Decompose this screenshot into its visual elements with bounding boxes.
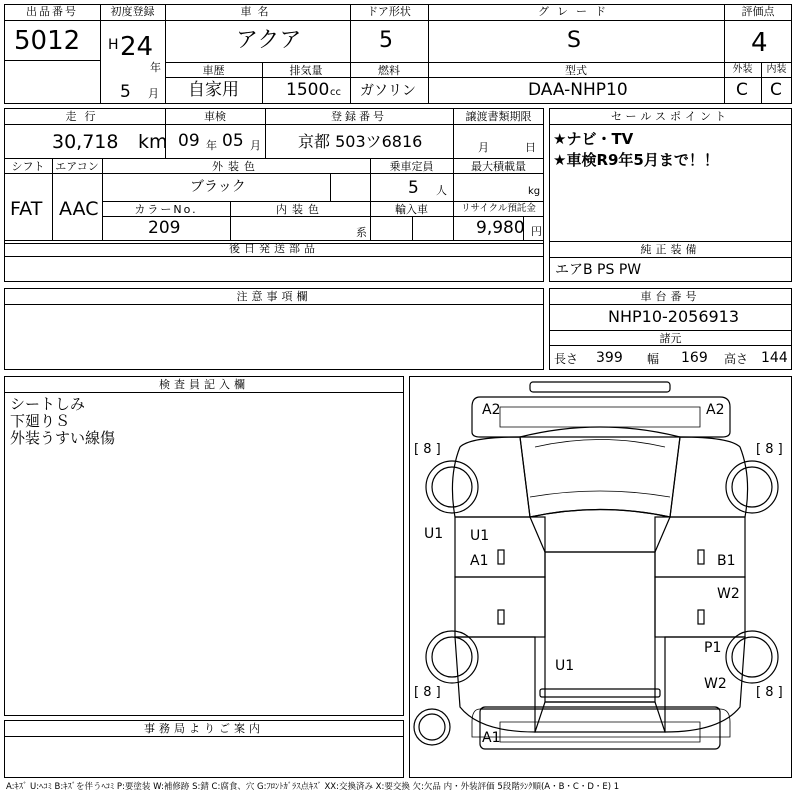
mark-left-outer: U1 <box>424 526 444 542</box>
mark-tread-fl: [ 8 ] <box>414 442 441 457</box>
fuel-value: ガソリン <box>360 83 416 99</box>
length-value: 399 <box>596 350 623 366</box>
inspector-label: 検査員記入欄 <box>159 378 249 391</box>
transfer-month-unit: 月 <box>478 141 489 154</box>
sales-point-2: ★車検R9年5月まで！！ <box>553 151 719 169</box>
transfer-day-unit: 日 <box>525 141 536 154</box>
legend-text: A:ｷｽﾞ U:ﾍｺﾐ B:ｷｽﾞを伴うﾍｺﾐ P:要塗装 W:補修跡 S:錆 C:腐食、穴 G:ﾌﾛﾝﾄｶﾞﾗｽ点ｷｽﾞ XX:交換済み X:要交換 欠:欠品 内・外装評価 5段階ﾗﾝｸ順(A・B・C・D・E) 1 <box>6 782 620 792</box>
ac-value: AAC <box>59 198 99 220</box>
recycle-label: リサイクル預託金 <box>461 203 536 214</box>
mark-tread-rr: [ 8 ] <box>756 685 783 700</box>
grade-label: グレード <box>538 5 614 18</box>
inspection-year: 09 <box>178 131 200 151</box>
office-label: 事務局よりご案内 <box>144 722 264 735</box>
interior-color-label: 内装色 <box>276 203 324 216</box>
mark-left-door-front-2: A1 <box>470 553 489 569</box>
first-reg-era: H <box>108 37 119 53</box>
mileage-label: 走行 <box>65 110 104 123</box>
mark-rear-bumper: A1 <box>482 730 501 746</box>
mark-tread-rl: [ 8 ] <box>414 685 441 700</box>
damage-diagram <box>409 376 792 778</box>
equipment-label: 純正装備 <box>640 243 701 256</box>
car-name-label: 車名 <box>240 5 275 18</box>
sales-point-1: ★ナビ・TV <box>553 130 634 148</box>
mark-tread-fr: [ 8 ] <box>756 442 783 457</box>
lot-label: 出品番号 <box>26 5 78 18</box>
width-label: 幅 <box>647 352 660 366</box>
inspector-note-2: 下廻りＳ <box>10 412 71 430</box>
inspection-label: 車検 <box>204 110 226 123</box>
load-label: 最大積載量 <box>471 160 526 173</box>
fuel-label: 燃料 <box>378 64 400 77</box>
mark-front-right: A2 <box>706 402 725 418</box>
inspector-note-1: シートしみ <box>10 395 86 413</box>
height-label: 高さ <box>724 352 749 366</box>
mark-right-door-front: B1 <box>717 553 736 569</box>
inspector-note-3: 外装うすい線傷 <box>10 429 116 447</box>
displacement-value: 1500 <box>286 80 330 100</box>
history-value: 自家用 <box>188 80 239 100</box>
shift-label: シフト <box>11 160 45 173</box>
door-value: 5 <box>379 28 393 53</box>
model-value: DAA-NHP10 <box>528 80 628 100</box>
first-reg-year-unit: 年 <box>150 61 161 74</box>
capacity-unit: 人 <box>436 184 447 197</box>
inspection-month-unit: 月 <box>250 139 261 152</box>
sales-point-label: セールスポイント <box>610 110 730 123</box>
chassis-number: NHP10-2056913 <box>608 307 740 326</box>
recycle-value: 9,980 <box>476 218 525 238</box>
color-value: ブラック <box>190 179 246 195</box>
mark-right-rear-1: P1 <box>704 640 722 656</box>
inspection-month: 05 <box>222 131 244 151</box>
specs-label: 諸元 <box>659 332 682 345</box>
capacity-value: 5 <box>408 178 419 198</box>
model-label: 型式 <box>565 64 587 77</box>
first-reg-month-unit: 月 <box>148 87 159 100</box>
color-no-value: 209 <box>148 218 181 238</box>
mileage-unit: km <box>138 131 168 153</box>
mileage-value: 30,718 <box>52 131 119 153</box>
lot-number: 5012 <box>14 26 81 56</box>
interior-color-unit: 系 <box>356 226 367 239</box>
notes-label: 注意事項欄 <box>236 290 312 303</box>
door-label: ドア形状 <box>367 5 411 18</box>
mark-trunk: U1 <box>555 658 575 674</box>
first-reg-month: 5 <box>120 82 131 102</box>
import-label: 輸入車 <box>395 203 428 216</box>
registration-number: 京都 503ツ6816 <box>298 132 423 151</box>
color-label: 外装色 <box>212 160 260 173</box>
recycle-unit: 円 <box>531 225 542 238</box>
equipment-value: エアB PS PW <box>555 262 642 278</box>
first-reg-year: 24 <box>120 32 154 62</box>
width-value: 169 <box>681 350 708 366</box>
grade-value: S <box>567 28 581 53</box>
mark-right-rear-2: W2 <box>704 676 727 692</box>
displacement-label: 排気量 <box>289 64 323 77</box>
history-label: 車歴 <box>202 64 225 77</box>
mark-left-door-front-1: U1 <box>470 528 490 544</box>
displacement-unit: cc <box>330 87 341 98</box>
vehicle-info-block <box>4 108 544 244</box>
height-value: 144 <box>761 350 788 366</box>
ac-label: エアコン <box>55 160 99 173</box>
exterior-grade: C <box>736 80 748 100</box>
interior-grade: C <box>770 80 782 100</box>
capacity-label: 乗車定員 <box>389 160 434 173</box>
inspection-year-unit: 年 <box>206 139 217 152</box>
mark-front-left: A2 <box>482 402 501 418</box>
length-label: 長さ <box>554 352 579 366</box>
score-value: 4 <box>751 28 768 58</box>
exterior-grade-label: 外装 <box>732 64 753 75</box>
car-name: アクア <box>236 28 302 53</box>
later-parts-label: 後日発送部品 <box>229 242 319 255</box>
transfer-deadline-label: 譲渡書類期限 <box>465 110 532 123</box>
first-registration-label: 初度登録 <box>110 5 155 18</box>
score-label: 評価点 <box>741 5 775 18</box>
color-no-label: カラーNo. <box>134 203 198 216</box>
load-unit: kg <box>528 186 541 197</box>
mark-right-door-rear: W2 <box>717 586 740 602</box>
chassis-label: 車台番号 <box>640 290 701 303</box>
interior-grade-label: 内装 <box>766 64 787 75</box>
shift-value: FAT <box>10 198 43 220</box>
registration-label: 登録番号 <box>331 110 387 123</box>
